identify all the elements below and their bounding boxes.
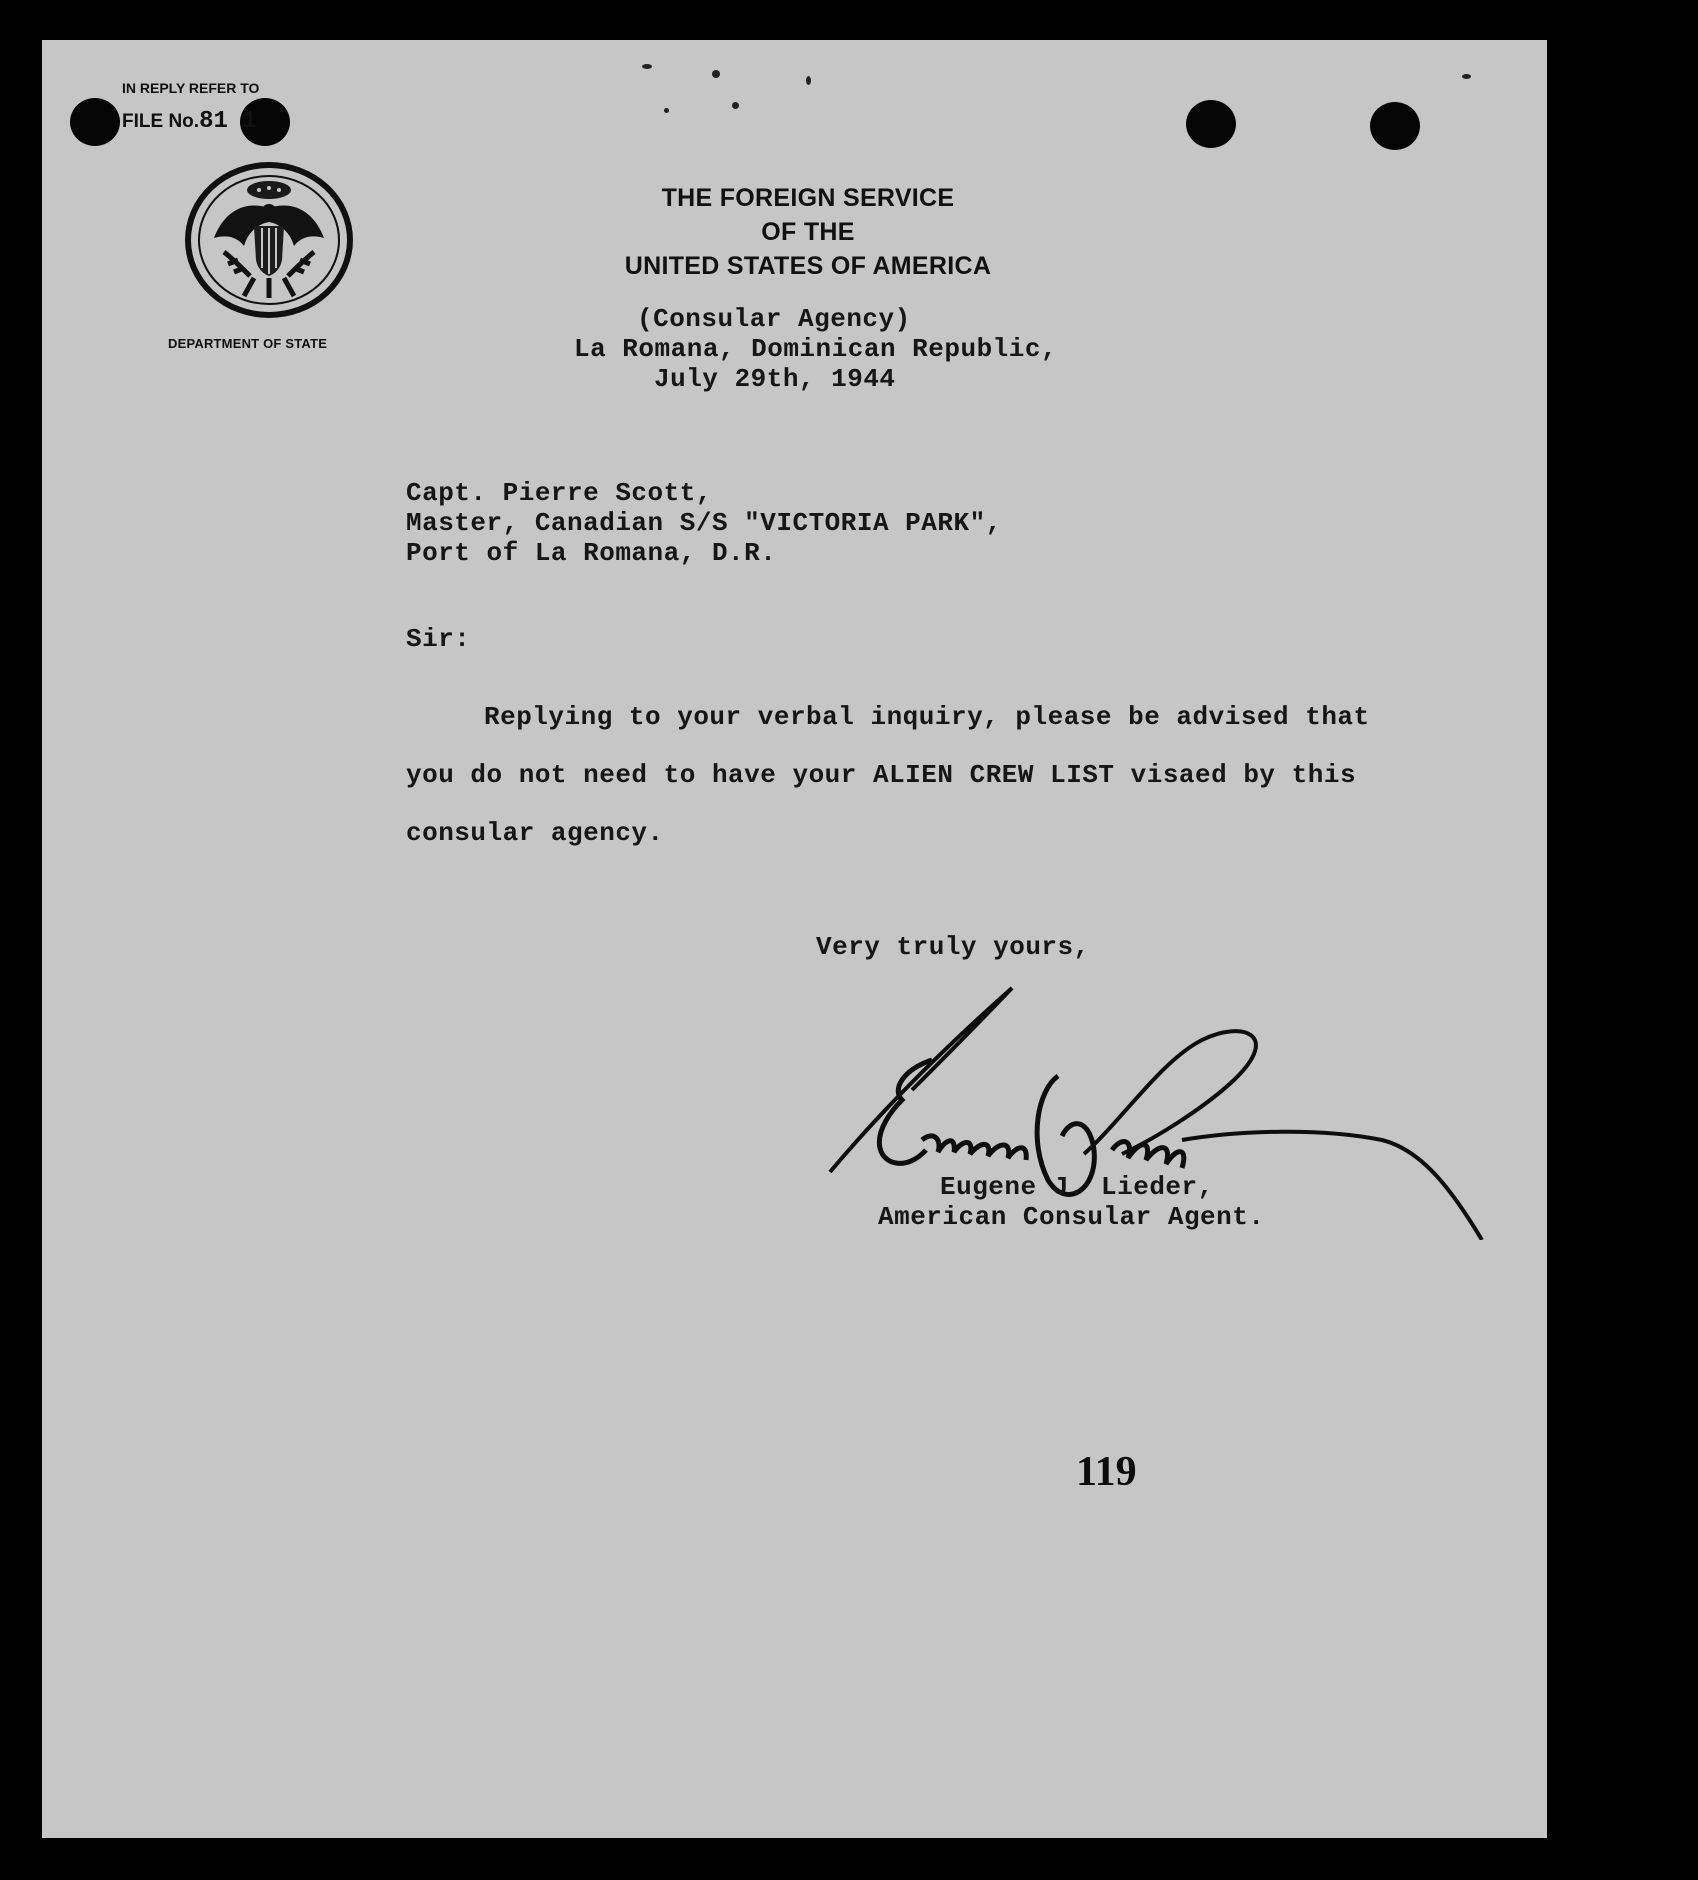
speck (806, 76, 811, 85)
org-line-1: THE FOREIGN SERVICE (661, 184, 955, 212)
file-number-line (122, 108, 257, 135)
body-line-3: consular agency. (406, 818, 664, 848)
office-line: (Consular Agency) (637, 304, 911, 334)
file-label: FILE No. (122, 111, 200, 132)
file-number: 81 1 (199, 108, 257, 135)
salutation: Sir: (406, 624, 471, 654)
document-page (42, 40, 1547, 1838)
closing: Very truly yours, (816, 932, 1090, 962)
speck (642, 64, 652, 69)
reply-refer-label: IN REPLY REFER TO (122, 80, 260, 96)
speck (712, 70, 720, 78)
page-number: 119 (1076, 1449, 1137, 1495)
signer-name: Eugene J. Lieder, (940, 1172, 1214, 1202)
city-line: La Romana, Dominican Republic, (574, 334, 1058, 364)
org-line-3: UNITED STATES OF AMERICA (624, 252, 992, 280)
date-line: July 29th, 1944 (654, 364, 896, 394)
punch-hole-right-2 (1370, 102, 1420, 150)
speck (1462, 74, 1471, 79)
org-line-2: OF THE (761, 218, 855, 246)
speck (732, 102, 739, 109)
body-line-1: Replying to your verbal inquiry, please be advised that (484, 702, 1370, 732)
signer-title: American Consular Agent. (878, 1202, 1265, 1232)
seal-label: DEPARTMENT OF STATE (168, 336, 328, 351)
punch-hole-left (70, 98, 120, 146)
body-line-2: you do not need to have your ALIEN CREW LIST visaed by this (406, 760, 1357, 790)
recipient-line-2: Master, Canadian S/S "VICTORIA PARK", (406, 508, 1002, 538)
speck (664, 108, 669, 113)
recipient-line-1: Capt. Pierre Scott, (406, 478, 712, 508)
punch-hole-right-1 (1186, 100, 1236, 148)
recipient-line-3: Port of La Romana, D.R. (406, 538, 777, 568)
